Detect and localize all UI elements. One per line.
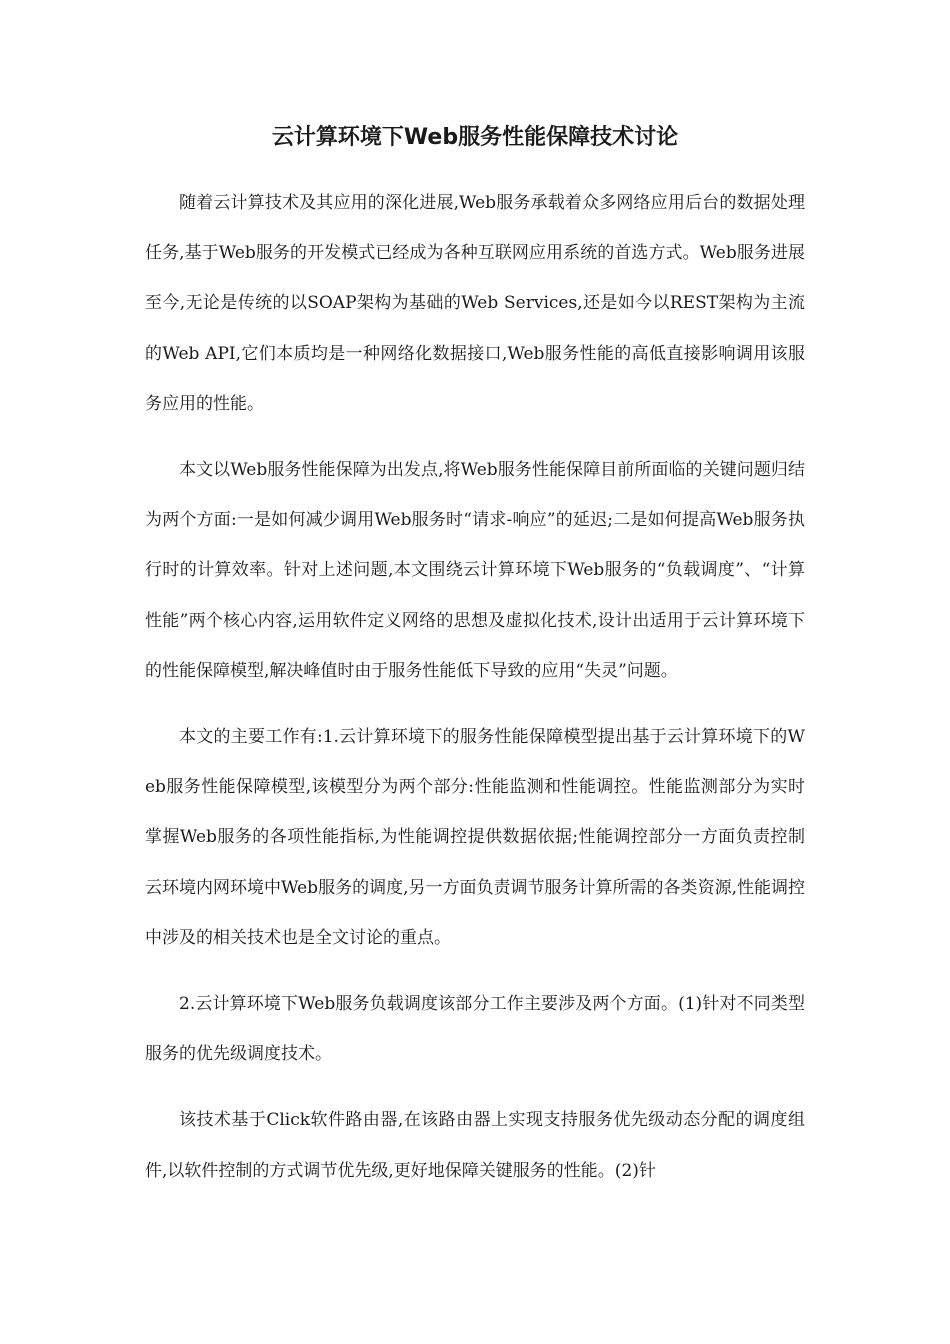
paragraph-1: 随着云计算技术及其应用的深化进展,Web服务承载着众多网络应用后台的数据处理任务,基于Web服务的开发模式已经成为各种互联网应用系统的首选方式。Web服务进展至今,无论是传统的以SOAP架构为基础的Web Services,还是如今以REST架构为主流的Web API,它们本质均是一种网络化数据接口,Web服务性能的高低直接影响调用该服务应用的性能。 xyxy=(145,193,805,414)
document-title: 云计算环境下Web服务性能保障技术讨论 xyxy=(271,125,679,150)
paragraph-4: 2.云计算环境下Web服务负载调度该部分工作主要涉及两个方面。(1)针对不同类型服务的优先级调度技术。 xyxy=(145,994,805,1065)
paragraph-3: 本文的主要工作有:1.云计算环境下的服务性能保障模型提出基于云计算环境下的Web服务性能保障模型,该模型分为两个部分:性能监测和性能调控。性能监测部分为实时掌握Web服务的各项性能指标,为性能调控提供数据依据;性能调控部分一方面负责控制云环境内网环境中Web服务的调度,另一方面负责调节服务计算所需的各类资源,性能调控中涉及的相关技术也是全文讨论的重点。 xyxy=(145,727,805,948)
paragraph-2: 本文以Web服务性能保障为出发点,将Web服务性能保障目前所面临的关键问题归结为两个方面:一是如何减少调用Web服务时“请求-响应”的延迟;二是如何提高Web服务执行时的计算效率。针对上述问题,本文围绕云计算环境下Web服务的“负载调度”、“计算性能”两个核心内容,运用软件定义网络的思想及虚拟化技术,设计出适用于云计算环境下的性能保障模型,解决峰值时由于服务性能低下导致的应用“失灵”问题。 xyxy=(145,460,805,681)
document-body xyxy=(145,178,805,1212)
paragraph-5: 该技术基于Click软件路由器,在该路由器上实现支持服务优先级动态分配的调度组件,以软件控制的方式调节优先级,更好地保障关键服务的性能。(2)针 xyxy=(145,1110,805,1181)
